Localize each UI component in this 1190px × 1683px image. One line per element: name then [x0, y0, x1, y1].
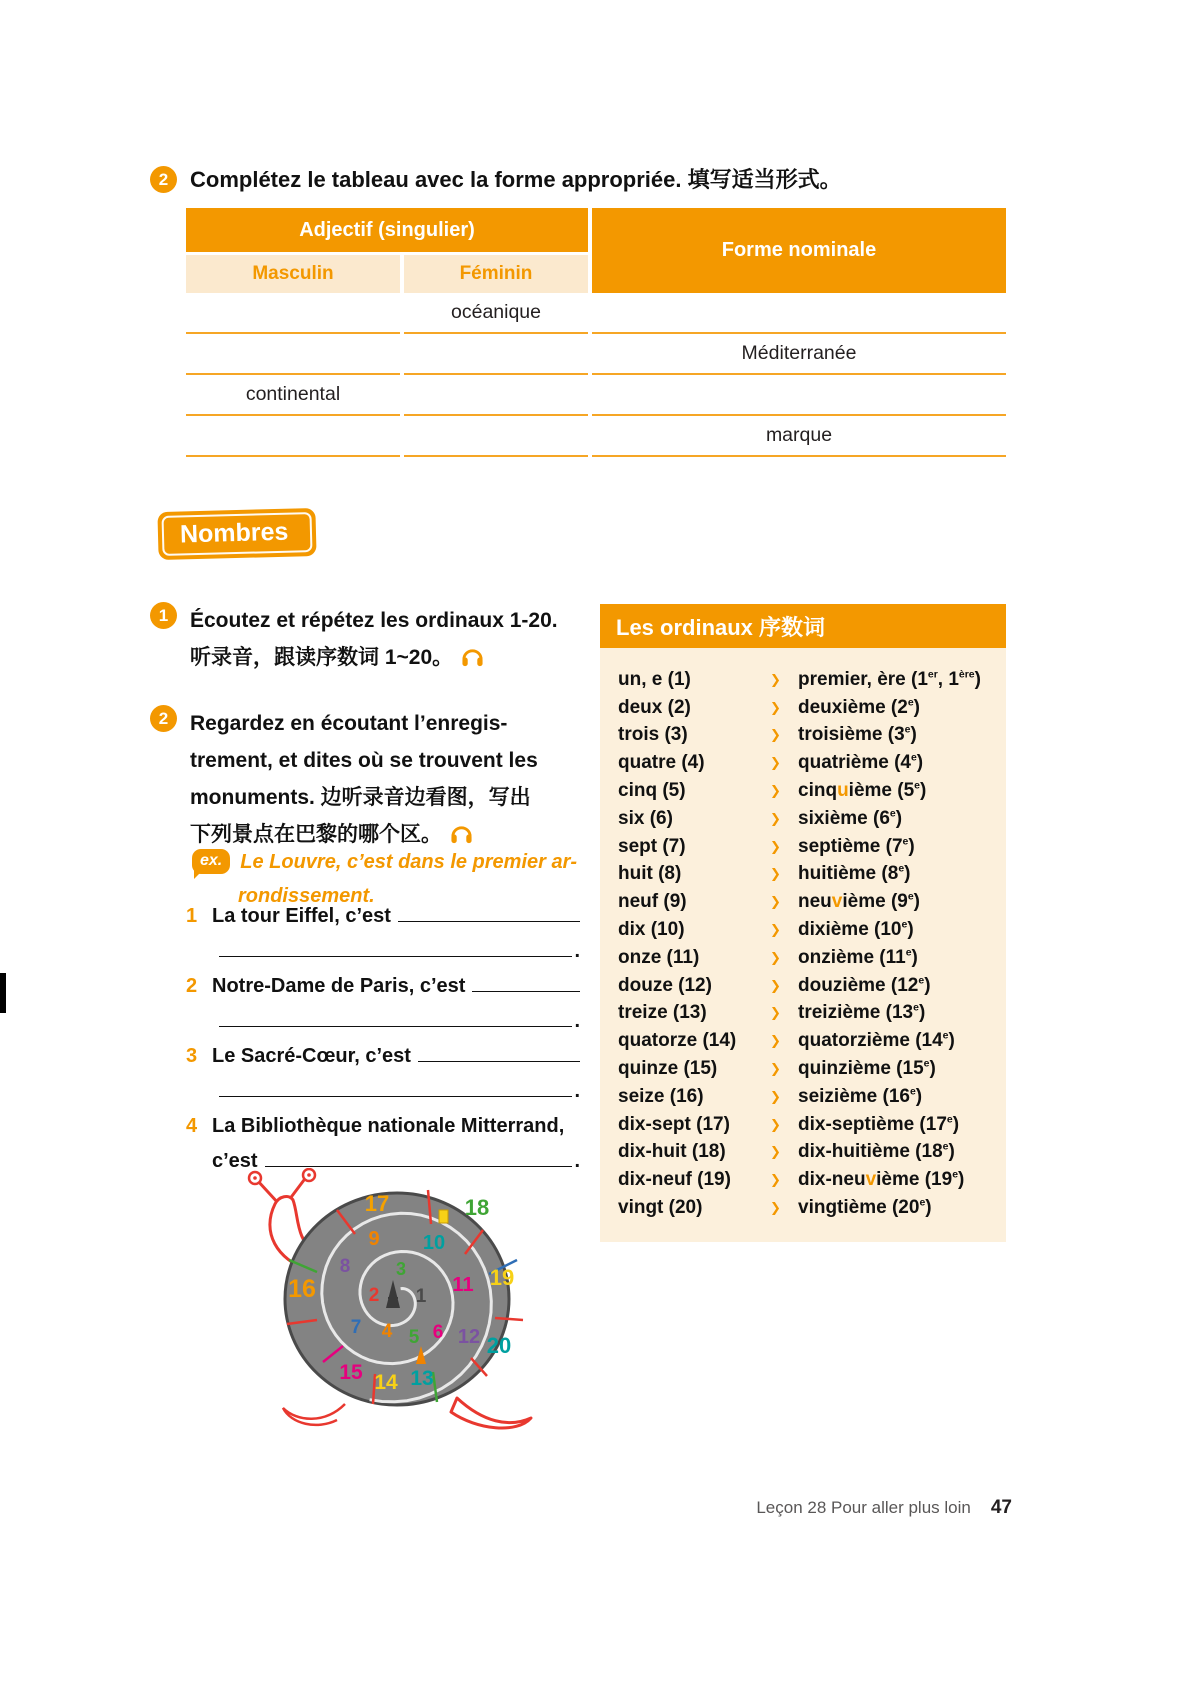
ordinal-row [618, 944, 994, 972]
ordinal-number: dix-neuvième (19e) [798, 1169, 965, 1191]
ordinal-row [618, 972, 994, 1000]
cardinal-number: trois (3) [618, 724, 688, 746]
fill-in-items [186, 905, 580, 1185]
ordinal-row [618, 777, 994, 805]
answer-blank [219, 956, 572, 957]
ordinal-number: dix-huitième (18e) [798, 1141, 955, 1163]
exercise-title-fr: Complétez le tableau avec la forme appropriée. [190, 167, 682, 192]
table-header-adjectif-singulier: Adjectif (singulier) [186, 208, 588, 252]
table-row [186, 293, 1006, 334]
item-text-continuation: c’est [212, 1150, 258, 1172]
cardinal-number: sept (7) [618, 835, 686, 857]
cardinal-number: un, e (1) [618, 668, 691, 690]
table-cell-nominal: Méditerranée [592, 334, 1006, 375]
arrow-icon: ❯ [770, 1061, 781, 1077]
table-cell-feminin [404, 334, 588, 375]
table-header-forme-nominale: Forme nominale [592, 208, 1006, 293]
arrow-icon: ❯ [770, 1033, 781, 1049]
item-text: Le Sacré-Cœur, c’est [212, 1045, 411, 1067]
arrow-icon: ❯ [770, 727, 781, 743]
ordinal-row [618, 861, 994, 889]
arrondissement-number: 5 [408, 1327, 420, 1348]
ordinal-row [618, 666, 994, 694]
exercise-2 [150, 705, 595, 853]
arrondissement-number: 8 [339, 1256, 351, 1277]
arrow-icon: ❯ [770, 1005, 781, 1021]
example-sentence-line-1: Le Louvre, c’est dans le premier ar- [240, 851, 578, 873]
arrow-icon: ❯ [770, 699, 781, 715]
ordinal-row [618, 1027, 994, 1055]
arrondissement-number: 6 [432, 1322, 444, 1343]
exercise-title-zh: 填写适当形式。 [687, 167, 842, 192]
ordinal-row [618, 1055, 994, 1083]
arrow-icon: ❯ [770, 866, 781, 882]
ordinal-number: douzième (12e) [798, 974, 931, 996]
exercise-number-badge: 2 [150, 705, 177, 732]
answer-blank [219, 1096, 572, 1097]
arrow-icon: ❯ [770, 810, 781, 826]
ordinal-number: premier, ère (1er, 1ère) [798, 668, 981, 690]
arrondissement-number: 9 [368, 1228, 380, 1250]
cardinal-number: six (6) [618, 807, 673, 829]
ordinal-number: dixième (10e) [798, 919, 914, 941]
table-row [186, 334, 1006, 375]
answer-blank [418, 1061, 580, 1062]
ordinal-number: cinquième (5e) [798, 780, 927, 802]
arrondissement-number: 3 [395, 1259, 407, 1279]
cardinal-number: dix-neuf (19) [618, 1169, 731, 1191]
ordinal-row [618, 1194, 994, 1222]
ordinal-row [618, 1083, 994, 1111]
snail-arrondissement-illustration [225, 1168, 555, 1438]
answer-blank [472, 991, 580, 992]
example-sentence-line-2: rondissement. [238, 885, 375, 907]
table-row [186, 375, 1006, 416]
ordinal-row [618, 1139, 994, 1167]
fill-in-item-line-1 [186, 905, 580, 940]
arrondissement-number: 1 [415, 1286, 427, 1307]
exercise-title [190, 166, 842, 194]
ordinal-row [618, 1166, 994, 1194]
ordinals-panel-title: Les ordinaux 序数词 [600, 604, 1006, 648]
ordinal-row [618, 916, 994, 944]
cardinal-number: quinze (15) [618, 1058, 718, 1080]
snail-eye-dot [253, 1176, 257, 1180]
ordinal-row [618, 805, 994, 833]
exercise-number-badge: 2 [150, 166, 177, 193]
table-cell-nominal: marque [592, 416, 1006, 457]
fill-in-item-line-2 [186, 940, 580, 975]
adjective-table-header [186, 208, 1006, 293]
cardinal-number: seize (16) [618, 1085, 704, 1107]
page-edge-mark [0, 973, 6, 1013]
cardinal-number: treize (13) [618, 1002, 707, 1024]
exercise-1-line-fr: Écoutez et répétez les ordinaux 1-20. [190, 609, 558, 632]
ordinal-row [618, 722, 994, 750]
sentence-period: . [574, 940, 580, 962]
arrondissement-number: 13 [410, 1367, 434, 1390]
ordinal-row [618, 1000, 994, 1028]
table-cell-masculin [186, 334, 400, 375]
ordinal-row [618, 694, 994, 722]
ordinal-number: troisième (3e) [798, 724, 917, 746]
ordinal-row [618, 888, 994, 916]
sentence-period: . [574, 1150, 580, 1172]
table-cell-nominal [592, 375, 1006, 416]
item-text: La tour Eiffel, c’est [212, 905, 391, 927]
table-cell-feminin [404, 416, 588, 457]
cardinal-number: dix-sept (17) [618, 1113, 730, 1135]
exercise-2-line-3: monuments. 边听录音边看图，写出 [190, 786, 531, 809]
section-banner-nombres: Nombres [157, 508, 317, 560]
ordinal-number: quinzième (15e) [798, 1058, 936, 1080]
exercise-number-badge: 1 [150, 602, 177, 629]
ordinal-number: sixième (6e) [798, 807, 903, 829]
fill-in-item-line-2 [186, 1010, 580, 1045]
arrondissement-number: 11 [452, 1274, 474, 1296]
arrondissement-number: 7 [350, 1317, 362, 1338]
cardinal-number: quatorze (14) [618, 1030, 737, 1052]
page-footer [700, 1497, 1012, 1519]
adjective-table-body [186, 293, 1006, 457]
cardinal-number: douze (12) [618, 974, 712, 996]
table-header-feminin: Féminin [404, 255, 588, 293]
footer-page-number: 47 [990, 1497, 1012, 1518]
arrondissement-number: 14 [374, 1371, 398, 1394]
example-badge: ex. [192, 849, 230, 874]
arrow-icon: ❯ [770, 1144, 781, 1160]
example-block [192, 845, 592, 913]
cardinal-number: quatre (4) [618, 752, 705, 774]
exercise-1-line-zh: 听录音，跟读序数词 1~20。 [190, 639, 558, 676]
answer-blank [265, 1166, 573, 1167]
arrow-icon: ❯ [770, 671, 781, 687]
item-number: 3 [186, 1045, 198, 1067]
cardinal-number: deux (2) [618, 696, 691, 718]
snail-eye-dot [307, 1173, 311, 1177]
ordinal-row [618, 1111, 994, 1139]
cardinal-number: cinq (5) [618, 780, 686, 802]
arrondissement-number: 20 [486, 1333, 512, 1358]
table-cell-nominal [592, 293, 1006, 334]
exercise-2-line-1: Regardez en écoutant l’enregis- [190, 712, 508, 735]
arrow-icon: ❯ [770, 1116, 781, 1132]
ordinal-row [618, 833, 994, 861]
ordinal-number: quatrième (4e) [798, 752, 924, 774]
table-cell-feminin: océanique [404, 293, 588, 334]
arrondissement-number: 17 [364, 1191, 390, 1216]
answer-blank [398, 921, 580, 922]
ordinals-list [600, 648, 1006, 1242]
fill-in-item-line-1 [186, 975, 580, 1010]
ordinal-number: onzième (11e) [798, 946, 918, 968]
arrow-icon: ❯ [770, 894, 781, 910]
arrondissement-number: 10 [422, 1232, 446, 1254]
item-number: 4 [186, 1115, 198, 1137]
table-cell-masculin: continental [186, 375, 400, 416]
exercise-2-line-4: 下列景点在巴黎的哪个区。 [190, 816, 538, 853]
sentence-period: . [574, 1010, 580, 1032]
cardinal-number: dix (10) [618, 919, 685, 941]
item-text: Notre-Dame de Paris, c’est [212, 975, 466, 997]
table-cell-feminin [404, 375, 588, 416]
exercise-table-section [150, 166, 1010, 457]
arrow-icon: ❯ [770, 838, 781, 854]
item-number: 1 [186, 905, 198, 927]
headphone-icon [449, 822, 474, 845]
headphone-icon [460, 645, 485, 668]
ordinal-number: seizième (16e) [798, 1085, 923, 1107]
ordinal-row [618, 749, 994, 777]
exercise-1 [150, 602, 595, 676]
arrondissement-number: 12 [457, 1326, 481, 1348]
arrow-icon: ❯ [770, 1088, 781, 1104]
arrondissement-number: 15 [339, 1361, 363, 1384]
arrondissement-number: 18 [464, 1195, 490, 1220]
cardinal-number: vingt (20) [618, 1197, 703, 1219]
fill-in-item-line-1 [186, 1045, 580, 1080]
item-text: La Bibliothèque nationale Mitterrand, [212, 1115, 565, 1137]
arrow-icon: ❯ [770, 1172, 781, 1188]
monument-icon [439, 1210, 448, 1223]
arrow-icon: ❯ [770, 922, 781, 938]
item-number: 2 [186, 975, 198, 997]
arrow-icon: ❯ [770, 977, 781, 993]
cardinal-number: huit (8) [618, 863, 682, 885]
arrow-icon: ❯ [770, 949, 781, 965]
answer-blank [219, 1026, 572, 1027]
arrondissement-number: 4 [381, 1321, 393, 1342]
arrondissement-number: 16 [288, 1275, 316, 1303]
exercise-2-line-2: trement, et dites où se trouvent les [190, 749, 538, 772]
fill-in-item-line-2 [186, 1080, 580, 1115]
table-cell-masculin [186, 293, 400, 334]
cardinal-number: dix-huit (18) [618, 1141, 726, 1163]
ordinal-number: dix-septième (17e) [798, 1113, 960, 1135]
ordinal-number: treizième (13e) [798, 1002, 926, 1024]
ordinal-number: septième (7e) [798, 835, 915, 857]
fill-in-item-line-1 [186, 1115, 580, 1150]
table-cell-masculin [186, 416, 400, 457]
arrow-icon: ❯ [770, 783, 781, 799]
adjective-table [186, 208, 1006, 457]
ordinal-number: neuvième (9e) [798, 891, 920, 913]
arrondissement-number: 2 [368, 1285, 380, 1306]
ordinal-number: deuxième (2e) [798, 696, 920, 718]
arrow-icon: ❯ [770, 755, 781, 771]
sentence-period: . [574, 1080, 580, 1102]
ordinal-number: huitième (8e) [798, 863, 911, 885]
table-row [186, 416, 1006, 457]
ordinals-panel [600, 604, 1006, 1242]
cardinal-number: neuf (9) [618, 891, 687, 913]
red-string [283, 1404, 345, 1425]
footer-lesson-title: Leçon 28 Pour aller plus loin [756, 1498, 971, 1517]
table-header-masculin: Masculin [186, 255, 400, 293]
cardinal-number: onze (11) [618, 946, 700, 968]
ordinal-number: quatorzième (14e) [798, 1030, 955, 1052]
snail-tail [451, 1398, 531, 1428]
arrow-icon: ❯ [770, 1200, 781, 1216]
ordinal-number: vingtième (20e) [798, 1197, 932, 1219]
arrondissement-number: 19 [489, 1265, 515, 1290]
